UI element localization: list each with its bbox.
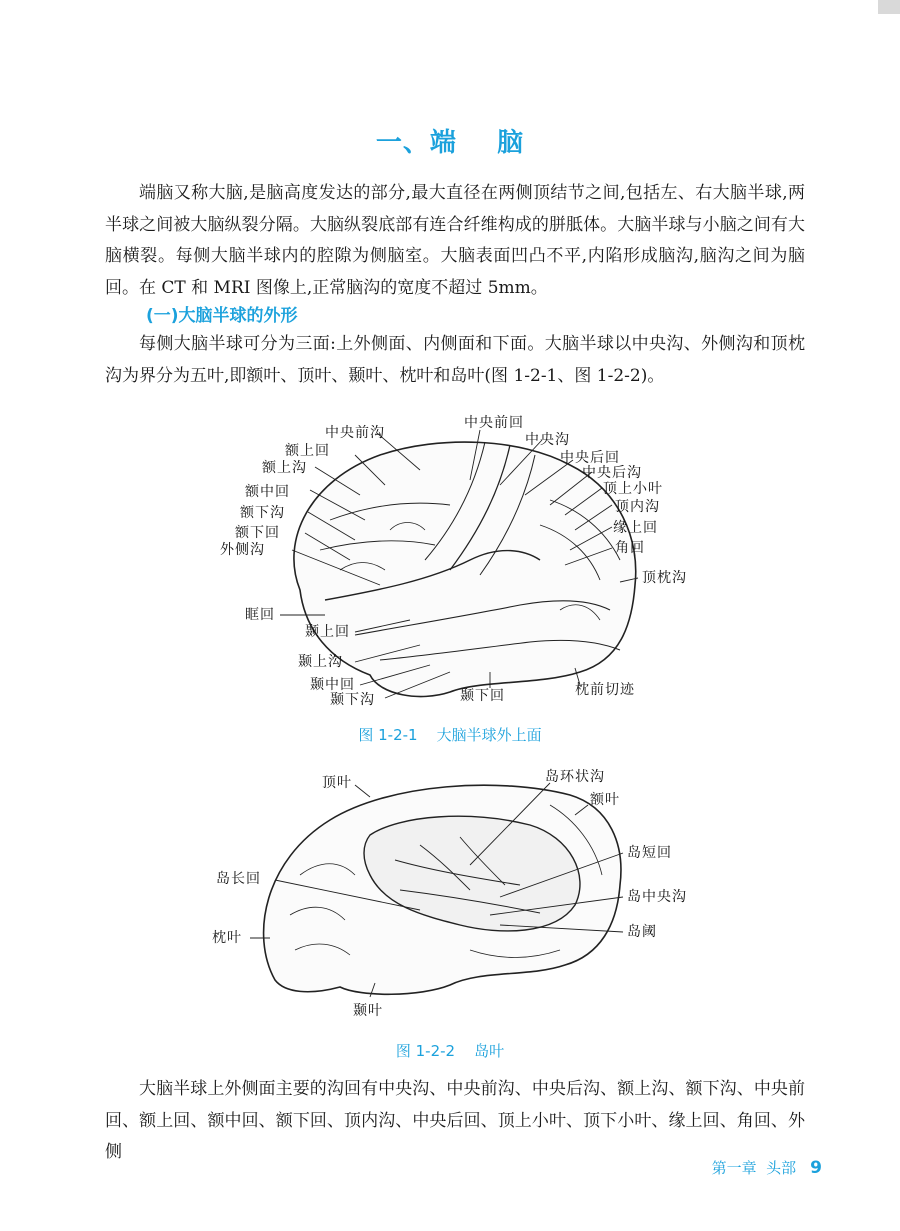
label-supramarginal-gyrus: 缘上回 bbox=[613, 520, 658, 536]
label-inferior-temporal-gyrus: 颞下回 bbox=[460, 688, 505, 704]
label-central-sulcus: 中央沟 bbox=[525, 432, 570, 448]
figure-2-caption: 图 1-2-2 岛叶 bbox=[395, 1042, 505, 1060]
label-preoccipital-notch: 枕前切迹 bbox=[575, 682, 635, 698]
label-temporal-lobe: 颞叶 bbox=[353, 1003, 383, 1019]
label-inferior-frontal-sulcus: 额下沟 bbox=[240, 505, 285, 521]
label-superior-frontal-sulcus: 额上沟 bbox=[262, 460, 307, 476]
label-inferior-temporal-sulcus: 颞下沟 bbox=[330, 692, 375, 708]
label-superior-frontal-gyrus: 额上回 bbox=[285, 443, 330, 459]
label-postcentral-sulcus: 中央后沟 bbox=[582, 465, 642, 481]
label-parieto-occipital-sulcus: 顶枕沟 bbox=[642, 570, 687, 586]
paragraph-intro: 端脑又称大脑,是脑高度发达的部分,最大直径在两侧顶结节之间,包括左、右大脑半球,两半球之间被大脑纵裂分隔。大脑纵裂底部有连合纤维构成的胼胝体。大脑半球与小脑之间有大脑横裂。每侧大脑半球内的腔隙为侧脑室。大脑表面凹凸不平,内陷形成脑沟,脑沟之间为脑回。在 CT 和 MRI 图像上,正常脑沟的宽度不超过 5mm。 bbox=[105, 183, 805, 299]
label-orbital-gyri: 眶回 bbox=[245, 607, 275, 623]
figure-brain-lateral-surface bbox=[180, 410, 740, 710]
page-footer bbox=[712, 1157, 822, 1178]
label-circular-sulcus-of-insula: 岛环状沟 bbox=[545, 769, 605, 785]
label-middle-temporal-gyrus: 颞中回 bbox=[310, 677, 355, 693]
label-precentral-gyrus: 中央前回 bbox=[464, 415, 524, 431]
label-occipital-lobe: 枕叶 bbox=[212, 930, 242, 946]
label-inferior-frontal-gyrus: 额下回 bbox=[235, 525, 280, 541]
brain-lateral-illustration bbox=[180, 410, 740, 710]
label-parietal-lobe: 顶叶 bbox=[322, 775, 352, 791]
label-lateral-sulcus: 外侧沟 bbox=[220, 542, 265, 558]
figure-1-caption: 图 1-2-1 大脑半球外上面 bbox=[358, 726, 542, 744]
paragraph-surfaces: 每侧大脑半球可分为三面:上外侧面、内侧面和下面。大脑半球以中央沟、外侧沟和顶枕沟为界分为五叶,即额叶、顶叶、颞叶、枕叶和岛叶(图 1-2-1、图 1-2-2)。 bbox=[105, 334, 805, 386]
paragraph-lateral-surface: 大脑半球上外侧面主要的沟回有中央沟、中央前沟、中央后沟、额上沟、额下沟、中央前回、额上回、额中回、额下回、顶内沟、中央后回、顶上小叶、顶下小叶、缘上回、角回、外侧 bbox=[105, 1079, 805, 1163]
page-corner-mark bbox=[878, 0, 900, 14]
label-precentral-sulcus: 中央前沟 bbox=[325, 425, 385, 441]
label-central-sulcus-of-insula: 岛中央沟 bbox=[627, 889, 687, 905]
label-limen-insulae: 岛阈 bbox=[627, 924, 657, 940]
label-postcentral-gyrus: 中央后回 bbox=[560, 450, 620, 466]
label-superior-temporal-gyrus: 颞上回 bbox=[305, 624, 350, 640]
label-superior-temporal-sulcus: 颞上沟 bbox=[298, 654, 343, 670]
subheading-hemisphere-shape: (一)大脑半球的外形 bbox=[146, 306, 298, 326]
label-middle-frontal-gyrus: 额中回 bbox=[245, 484, 290, 500]
label-intraparietal-sulcus: 顶内沟 bbox=[615, 499, 660, 515]
label-frontal-lobe: 额叶 bbox=[590, 792, 620, 808]
chapter-title: 第一章 头部 bbox=[711, 1159, 797, 1177]
label-long-insular-gyrus: 岛长回 bbox=[216, 871, 261, 887]
label-superior-parietal-lobule: 顶上小叶 bbox=[603, 481, 663, 497]
figure-insula bbox=[170, 765, 730, 1030]
page-number: 9 bbox=[810, 1158, 822, 1178]
section-title: 一、端 脑 bbox=[375, 128, 525, 158]
label-angular-gyrus: 角回 bbox=[615, 540, 645, 556]
label-short-insular-gyri: 岛短回 bbox=[627, 845, 672, 861]
